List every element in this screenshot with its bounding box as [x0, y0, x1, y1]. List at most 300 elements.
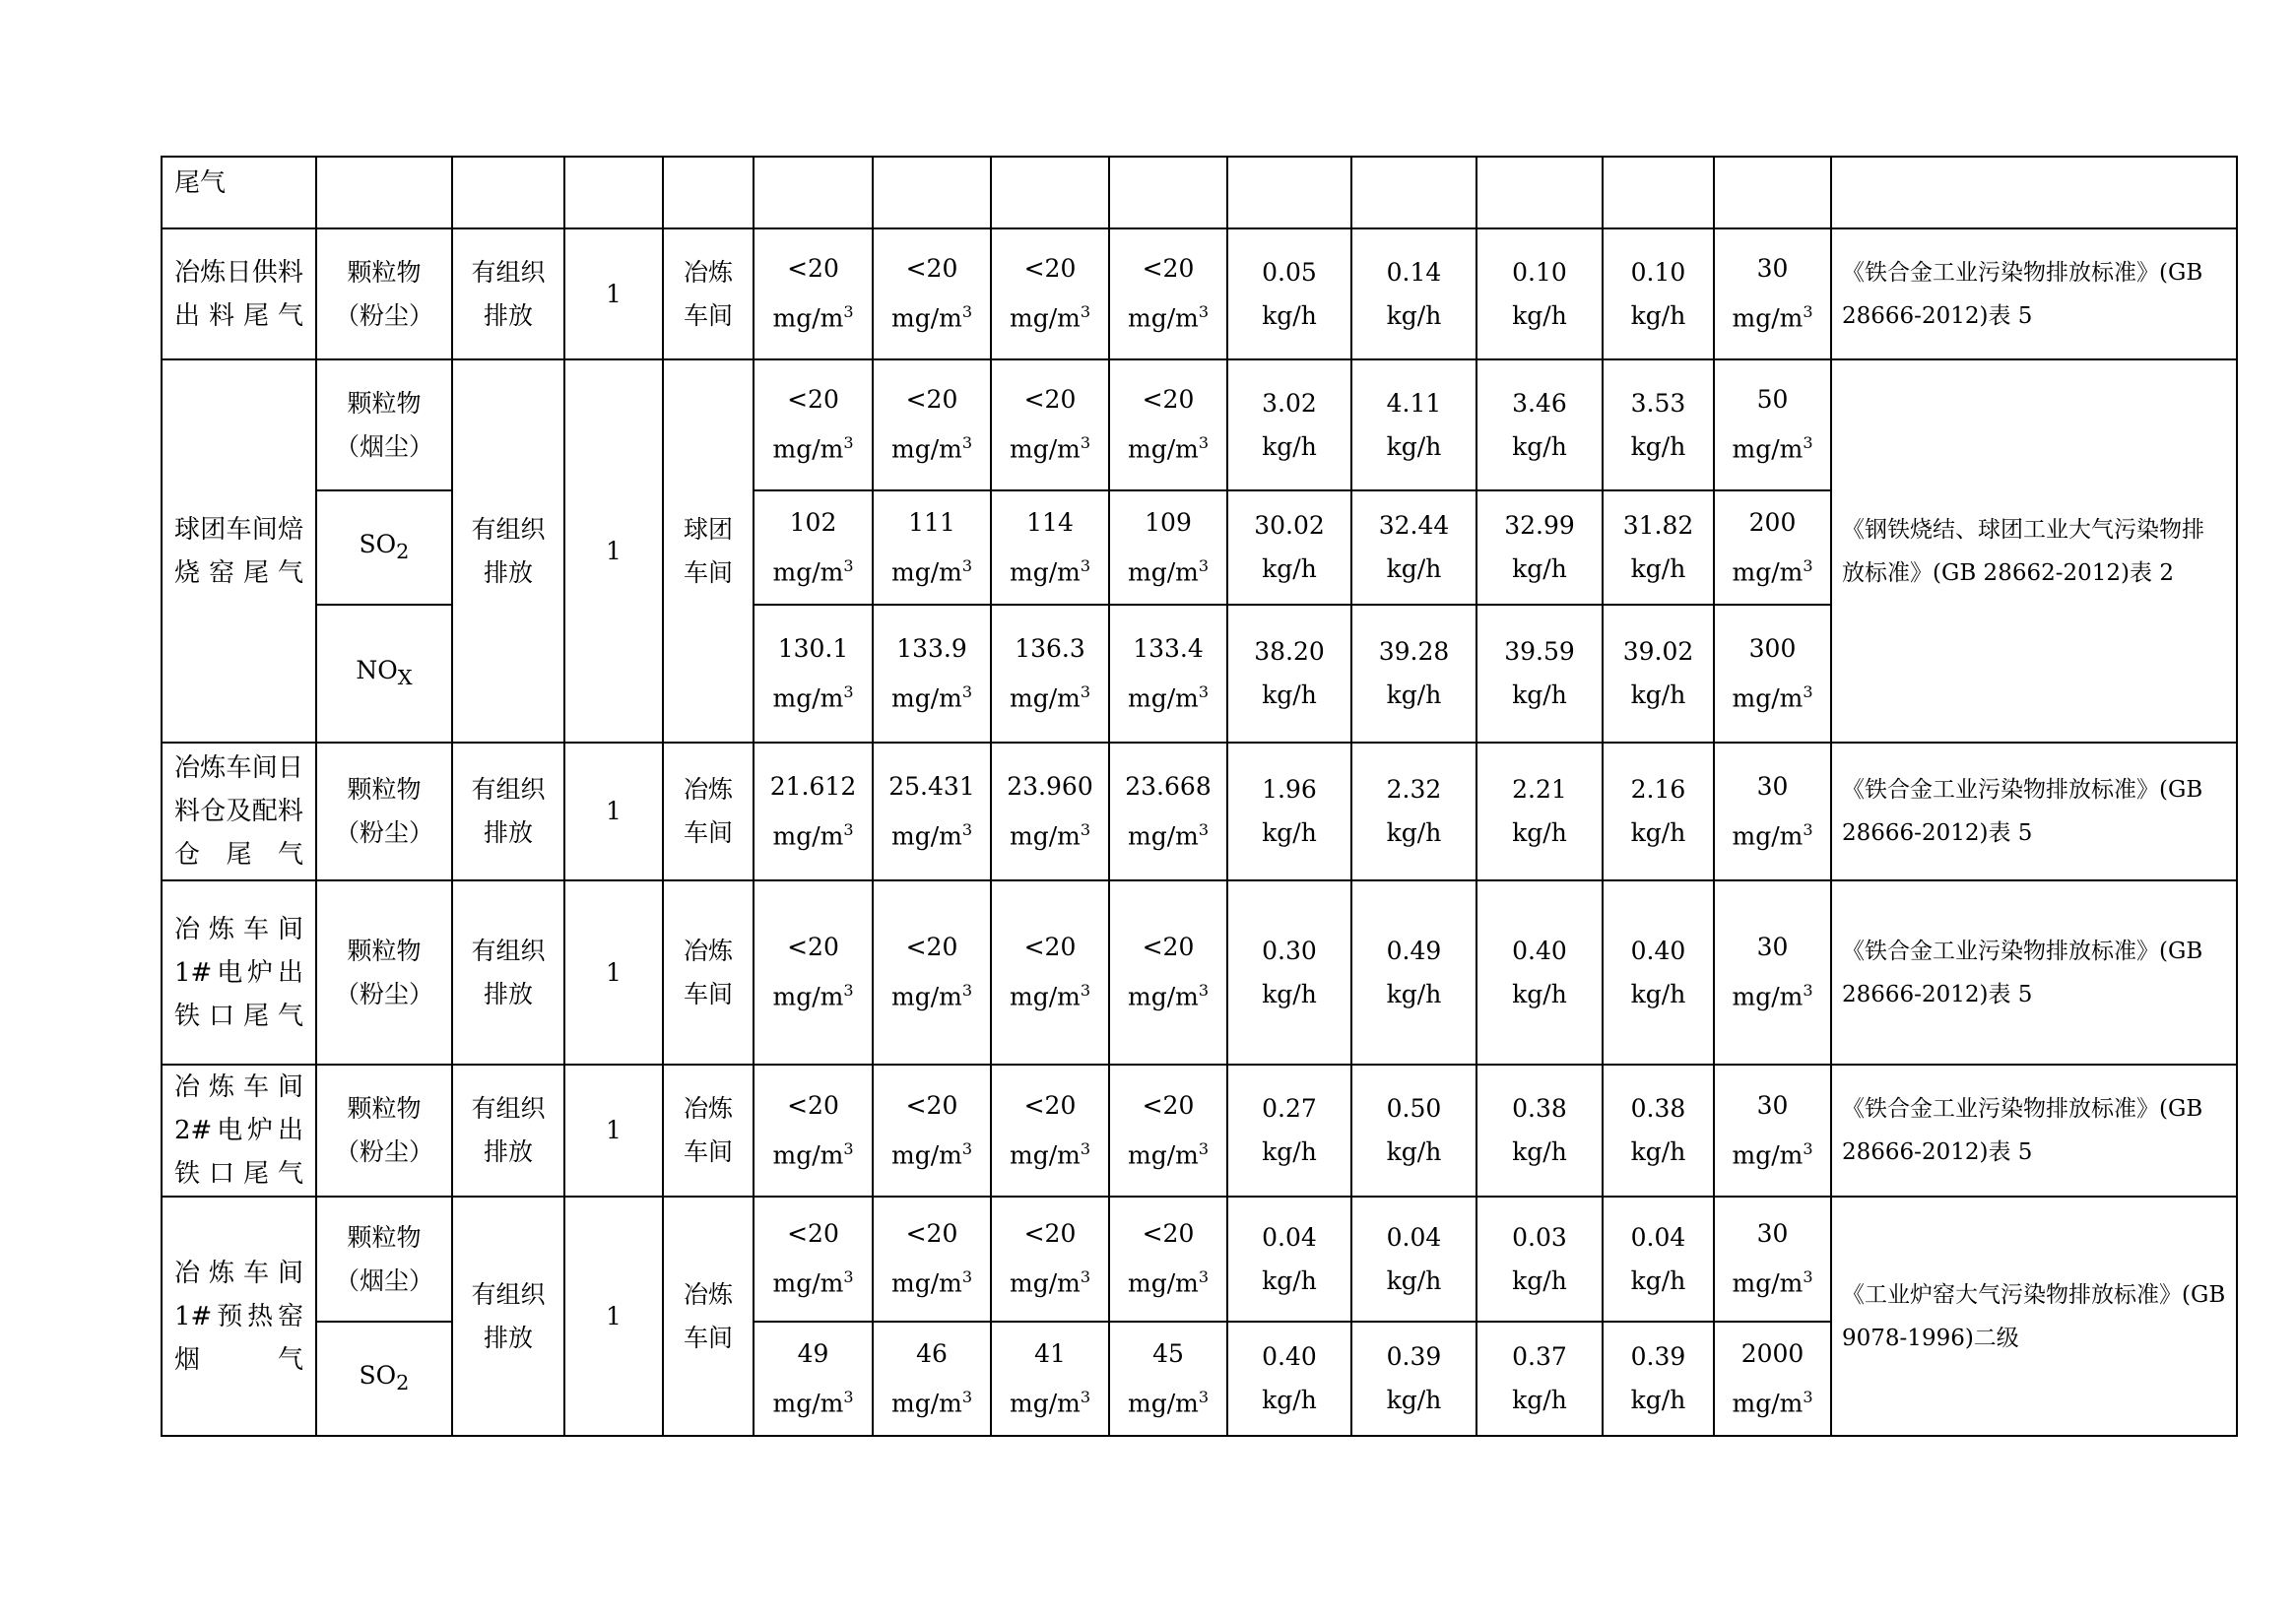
pollutant-cell [316, 880, 452, 1065]
empty-cell [1351, 157, 1476, 228]
concentration-cell [1109, 228, 1227, 359]
rate-cell-unit: kg/h [1512, 431, 1567, 461]
source-cell: 球团车间焙烧窑尾气 [162, 359, 316, 743]
concentration-cell-value: 41 [1034, 1338, 1066, 1368]
rate-cell [1227, 880, 1351, 1065]
rate-cell-unit: kg/h [1386, 554, 1442, 583]
concentration-cell [991, 880, 1109, 1065]
rate-cell-value: 0.38 [1512, 1094, 1567, 1123]
concentration-cell-unit: $mg/m^3$ [772, 302, 854, 333]
rate-cell [1476, 1065, 1603, 1197]
concentration-cell [873, 743, 991, 880]
concentration-cell-value: <20 [905, 254, 958, 284]
rate-cell-unit: kg/h [1262, 554, 1317, 583]
concentration-cell-unit: $mg/m^3$ [1127, 819, 1210, 851]
rate-cell [1227, 1065, 1351, 1197]
location-cell: 冶炼车间 [663, 1197, 754, 1436]
concentration-cell-unit: $mg/m^3$ [890, 681, 973, 713]
rate-cell-value: 2.32 [1386, 775, 1442, 804]
count-cell: 1 [564, 228, 663, 359]
emission-mode-cell [452, 228, 564, 359]
concentration-cell-unit: $mg/m^3$ [890, 1387, 973, 1418]
rate-cell [1603, 228, 1714, 359]
concentration-cell-value: 23.960 [1007, 771, 1093, 801]
concentration-cell [754, 1197, 873, 1322]
concentration-cell-unit: $mg/m^3$ [1127, 981, 1210, 1011]
table-row [162, 743, 2237, 880]
rate-cell-value: 0.39 [1386, 1342, 1442, 1371]
pollutant-cell-text: $NO_X$ [356, 655, 413, 689]
emission-mode-cell [452, 1065, 564, 1197]
concentration-cell-unit: $mg/m^3$ [772, 681, 854, 713]
rate-cell-value: 0.04 [1630, 1222, 1686, 1252]
rate-cell-unit: kg/h [1386, 431, 1442, 461]
concentration-cell-value: <20 [905, 1090, 958, 1120]
rate-cell-unit: kg/h [1386, 1265, 1442, 1295]
concentration-cell-value: 21.612 [769, 771, 857, 801]
concentration-cell-unit: $mg/m^3$ [890, 981, 973, 1011]
concentration-cell [1109, 880, 1227, 1065]
rate-cell-unit: kg/h [1512, 818, 1567, 847]
table-row [162, 359, 2237, 490]
rate-cell-unit: kg/h [1630, 1386, 1686, 1414]
concentration-cell-value: 111 [908, 507, 955, 537]
count-cell: 1 [564, 1065, 663, 1197]
rate-cell [1351, 743, 1476, 880]
limit-cell [1714, 1197, 1831, 1322]
concentration-cell-value: 136.3 [1015, 633, 1085, 663]
rate-cell [1227, 1322, 1351, 1436]
limit-cell-value: 30 [1756, 933, 1789, 962]
empty-cell [754, 157, 873, 228]
concentration-cell-unit: $mg/m^3$ [890, 555, 973, 587]
concentration-cell-value: <20 [1023, 1219, 1077, 1249]
concentration-cell [754, 1065, 873, 1197]
rate-cell-unit: kg/h [1512, 1137, 1567, 1166]
count-cell: 1 [564, 743, 663, 880]
rate-cell-unit: kg/h [1512, 554, 1567, 583]
concentration-cell-value: <20 [1023, 933, 1077, 962]
concentration-cell-unit: $mg/m^3$ [890, 433, 973, 464]
rate-cell [1227, 743, 1351, 880]
rate-cell [1476, 359, 1603, 490]
empty-cell [1714, 157, 1831, 228]
empty-cell [1476, 157, 1603, 228]
limit-cell [1714, 880, 1831, 1065]
concentration-cell [873, 1197, 991, 1322]
emission-table-body [162, 157, 2237, 1436]
rate-cell-unit: kg/h [1262, 979, 1317, 1008]
limit-cell [1714, 1065, 1831, 1197]
source-cell: 冶炼车间日料仓及配料仓尾气 [162, 743, 316, 880]
rate-cell [1476, 1322, 1603, 1436]
concentration-cell [873, 228, 991, 359]
concentration-cell [754, 880, 873, 1065]
concentration-cell-unit: $mg/m^3$ [890, 1138, 973, 1170]
concentration-cell-unit: $mg/m^3$ [1009, 433, 1091, 464]
concentration-cell [991, 1065, 1109, 1197]
rate-cell [1603, 1065, 1714, 1197]
rate-cell-value: 2.16 [1630, 775, 1686, 804]
rate-cell-value: 0.40 [1512, 936, 1567, 965]
empty-cell [663, 157, 754, 228]
empty-cell [1831, 157, 2237, 228]
rate-cell-unit: kg/h [1512, 681, 1567, 709]
concentration-cell-value: 49 [797, 1338, 829, 1368]
rate-cell-value: 0.49 [1386, 936, 1442, 965]
rate-cell [1227, 359, 1351, 490]
limit-cell-unit: $mg/m^3$ [1732, 302, 1813, 333]
limit-cell-unit: $mg/m^3$ [1732, 1387, 1813, 1418]
concentration-cell-unit: $mg/m^3$ [1127, 302, 1210, 333]
limit-cell-value: 30 [1756, 1090, 1789, 1120]
table-row [162, 880, 2237, 1065]
rate-cell-value: 0.30 [1262, 936, 1317, 965]
concentration-cell-unit: $mg/m^3$ [1127, 433, 1210, 464]
concentration-cell [1109, 743, 1227, 880]
rate-cell [1603, 1322, 1714, 1436]
source-cell: 冶炼车间1#电炉出铁口尾气 [162, 880, 316, 1065]
concentration-cell [991, 1322, 1109, 1436]
emission-mode-cell [452, 743, 564, 880]
rate-cell [1351, 359, 1476, 490]
concentration-cell-unit: $mg/m^3$ [1127, 1387, 1210, 1418]
rate-cell-unit: kg/h [1262, 818, 1317, 847]
location-cell: 冶炼车间 [663, 880, 754, 1065]
concentration-cell-value: <20 [905, 1219, 958, 1249]
concentration-cell-value: <20 [787, 933, 839, 962]
standard-cell: 《钢铁烧结、球团工业大气污染物排放标准》(GB 28662-2012)表 2 [1831, 359, 2237, 743]
table-row [162, 228, 2237, 359]
pollutant-cell [316, 605, 452, 743]
concentration-cell-unit: $mg/m^3$ [1127, 681, 1210, 713]
rate-cell-unit: kg/h [1630, 818, 1686, 847]
concentration-cell [873, 1322, 991, 1436]
table-row [162, 1065, 2237, 1197]
pollutant-cell [316, 1065, 452, 1197]
empty-cell [564, 157, 663, 228]
rate-cell-value: 0.05 [1262, 257, 1317, 287]
concentration-cell [873, 880, 991, 1065]
concentration-cell-value: 130.1 [777, 633, 849, 663]
rate-cell [1351, 1197, 1476, 1322]
rate-cell [1351, 880, 1476, 1065]
count-cell: 1 [564, 359, 663, 743]
rate-cell-value: 0.27 [1262, 1094, 1317, 1123]
rate-cell [1603, 605, 1714, 743]
concentration-cell-value: 25.431 [888, 771, 975, 801]
concentration-cell [1109, 1065, 1227, 1197]
rate-cell-value: 0.39 [1630, 1342, 1686, 1371]
concentration-cell-value: <20 [1023, 254, 1077, 284]
emission-mode-cell [452, 359, 564, 743]
rate-cell-unit: kg/h [1512, 1386, 1567, 1414]
rate-cell-value: 32.99 [1504, 511, 1575, 540]
concentration-cell [991, 605, 1109, 743]
rate-cell [1351, 1322, 1476, 1436]
rate-cell-value: 3.46 [1512, 388, 1567, 418]
rate-cell-value: 2.21 [1512, 775, 1567, 804]
concentration-cell-value: <20 [1142, 385, 1195, 415]
table-row [162, 157, 2237, 228]
rate-cell [1603, 743, 1714, 880]
concentration-cell [1109, 1322, 1227, 1436]
concentration-cell-unit: $mg/m^3$ [772, 555, 854, 587]
rate-cell [1476, 1197, 1603, 1322]
rate-cell-value: 3.02 [1262, 388, 1317, 418]
rate-cell-unit: kg/h [1630, 431, 1686, 461]
empty-cell [452, 157, 564, 228]
concentration-cell-value: <20 [787, 1090, 839, 1120]
rate-cell-value: 0.10 [1512, 257, 1567, 287]
concentration-cell-value: <20 [1023, 385, 1077, 415]
concentration-cell [873, 490, 991, 605]
limit-cell [1714, 1322, 1831, 1436]
concentration-cell-value: 133.9 [896, 633, 967, 663]
rate-cell [1227, 228, 1351, 359]
empty-cell [1109, 157, 1227, 228]
rate-cell-unit: kg/h [1630, 681, 1686, 709]
concentration-cell-value: <20 [787, 254, 839, 284]
rate-cell-value: 0.38 [1630, 1094, 1686, 1123]
limit-cell-unit: $mg/m^3$ [1732, 681, 1813, 713]
emission-mode-text: 有组织排放 [471, 1279, 546, 1352]
source-cell: 冶炼车间1#预热窑烟气 [162, 1197, 316, 1436]
rate-cell [1227, 1197, 1351, 1322]
concentration-cell-unit: $mg/m^3$ [772, 1138, 854, 1170]
concentration-cell-value: <20 [1142, 1219, 1195, 1249]
rate-cell [1603, 880, 1714, 1065]
rate-cell [1351, 605, 1476, 743]
rate-cell [1351, 228, 1476, 359]
standard-cell: 《铁合金工业污染物排放标准》(GB 28666-2012)表 5 [1831, 228, 2237, 359]
count-cell: 1 [564, 1197, 663, 1436]
concentration-cell-unit: $mg/m^3$ [772, 433, 854, 464]
rate-cell-value: 30.02 [1254, 511, 1325, 540]
concentration-cell-unit: $mg/m^3$ [1009, 681, 1091, 713]
concentration-cell-unit: $mg/m^3$ [1009, 819, 1091, 851]
concentration-cell-unit: $mg/m^3$ [890, 302, 973, 333]
limit-cell-unit: $mg/m^3$ [1732, 1267, 1813, 1298]
rate-cell-unit: kg/h [1386, 818, 1442, 847]
rate-cell-value: 0.04 [1386, 1222, 1442, 1252]
concentration-cell-value: <20 [1023, 1090, 1077, 1120]
count-cell: 1 [564, 880, 663, 1065]
pollutant-cell-text: $SO_2$ [359, 529, 410, 563]
concentration-cell-unit: $mg/m^3$ [1009, 555, 1091, 587]
concentration-cell-value: 114 [1026, 507, 1074, 537]
rate-cell-unit: kg/h [1386, 300, 1442, 330]
concentration-cell-value: <20 [1142, 933, 1195, 962]
concentration-cell-value: 102 [789, 507, 837, 537]
rate-cell [1476, 605, 1603, 743]
rate-cell-value: 31.82 [1622, 511, 1694, 540]
empty-cell [873, 157, 991, 228]
rate-cell [1351, 490, 1476, 605]
concentration-cell [873, 359, 991, 490]
concentration-cell [991, 359, 1109, 490]
empty-cell [991, 157, 1109, 228]
location-cell: 冶炼车间 [663, 1065, 754, 1197]
concentration-cell [754, 605, 873, 743]
pollutant-cell [316, 359, 452, 490]
concentration-cell-value: 46 [916, 1338, 948, 1368]
limit-cell-value: 200 [1748, 507, 1797, 537]
rate-cell-value: 0.50 [1386, 1094, 1442, 1123]
limit-cell-value: 30 [1756, 771, 1789, 801]
standard-cell: 《铁合金工业污染物排放标准》(GB 28666-2012)表 5 [1831, 1065, 2237, 1197]
rate-cell [1476, 490, 1603, 605]
rate-cell-unit: kg/h [1386, 1137, 1442, 1166]
concentration-cell [754, 490, 873, 605]
rate-cell-unit: kg/h [1262, 1137, 1317, 1166]
concentration-cell [991, 1197, 1109, 1322]
concentration-cell-unit: $mg/m^3$ [1009, 302, 1091, 333]
limit-cell-value: 30 [1756, 1219, 1789, 1249]
rate-cell [1603, 490, 1714, 605]
pollutant-cell [316, 1322, 452, 1436]
rate-cell-unit: kg/h [1262, 1265, 1317, 1295]
limit-cell [1714, 228, 1831, 359]
concentration-cell-unit: $mg/m^3$ [1127, 1267, 1210, 1298]
concentration-cell [991, 490, 1109, 605]
concentration-cell [991, 743, 1109, 880]
rate-cell-unit: kg/h [1630, 554, 1686, 583]
rate-cell [1603, 359, 1714, 490]
concentration-cell [873, 605, 991, 743]
limit-cell [1714, 743, 1831, 880]
rate-cell-unit: kg/h [1630, 300, 1686, 330]
rate-cell-value: 0.10 [1630, 257, 1686, 287]
concentration-cell [754, 228, 873, 359]
rate-cell-unit: kg/h [1386, 681, 1442, 709]
concentration-cell [991, 228, 1109, 359]
rate-cell-unit: kg/h [1262, 1386, 1317, 1414]
pollutant-cell [316, 228, 452, 359]
source-cell: 尾气 [162, 157, 316, 228]
source-cell: 冶炼日供料出料尾气 [162, 228, 316, 359]
rate-cell [1603, 1197, 1714, 1322]
concentration-cell-value: 109 [1145, 507, 1192, 537]
rate-cell-unit: kg/h [1262, 431, 1317, 461]
limit-cell-value: 300 [1748, 633, 1797, 663]
location-cell: 冶炼车间 [663, 228, 754, 359]
concentration-cell-value: <20 [1142, 254, 1195, 284]
rate-cell-value: 32.44 [1378, 511, 1450, 540]
pollutant-cell-text: 颗粒物 （粉尘） [334, 257, 433, 330]
concentration-cell-value: <20 [787, 385, 839, 415]
rate-cell-unit: kg/h [1512, 1265, 1567, 1295]
limit-cell-unit: $mg/m^3$ [1732, 1138, 1813, 1170]
concentration-cell [1109, 1197, 1227, 1322]
limit-cell-unit: $mg/m^3$ [1732, 981, 1813, 1011]
concentration-cell-value: <20 [905, 933, 958, 962]
concentration-cell-unit: $mg/m^3$ [1009, 1138, 1091, 1170]
rate-cell-value: 4.11 [1386, 388, 1442, 418]
emission-mode-text: 有组织排放 [471, 257, 546, 330]
rate-cell-value: 1.96 [1262, 775, 1317, 804]
rate-cell-unit: kg/h [1386, 979, 1442, 1008]
pollutant-cell-text: 颗粒物 （粉尘） [334, 936, 433, 1008]
limit-cell [1714, 605, 1831, 743]
concentration-cell-value: <20 [905, 385, 958, 415]
limit-cell-unit: $mg/m^3$ [1732, 555, 1813, 587]
limit-cell-value: 2000 [1740, 1338, 1804, 1368]
table-row [162, 1197, 2237, 1322]
standard-cell: 《工业炉窑大气污染物排放标准》(GB 9078-1996)二级 [1831, 1197, 2237, 1436]
rate-cell-value: 0.04 [1262, 1222, 1317, 1252]
concentration-cell-unit: $mg/m^3$ [1009, 981, 1091, 1011]
rate-cell [1227, 490, 1351, 605]
rate-cell-unit: kg/h [1630, 1137, 1686, 1166]
concentration-cell-unit: $mg/m^3$ [1127, 1138, 1210, 1170]
emission-mode-text: 有组织排放 [471, 936, 546, 1008]
rate-cell-value: 39.59 [1504, 637, 1575, 666]
rate-cell-value: 38.20 [1254, 637, 1325, 666]
concentration-cell [1109, 605, 1227, 743]
rate-cell-unit: kg/h [1512, 300, 1567, 330]
concentration-cell-unit: $mg/m^3$ [772, 819, 854, 851]
pollutant-cell [316, 1197, 452, 1322]
concentration-cell [1109, 490, 1227, 605]
concentration-cell-unit: $mg/m^3$ [890, 1267, 973, 1298]
pollutant-cell-text: 颗粒物 （烟尘） [334, 388, 433, 461]
concentration-cell [873, 1065, 991, 1197]
concentration-cell-unit: $mg/m^3$ [772, 1267, 854, 1298]
emission-table [161, 156, 2238, 1437]
concentration-cell [754, 743, 873, 880]
limit-cell-value: 50 [1756, 385, 1789, 415]
empty-cell [1603, 157, 1714, 228]
emission-mode-text: 有组织排放 [471, 514, 546, 587]
concentration-cell-value: 45 [1152, 1338, 1184, 1368]
pollutant-cell-text: 颗粒物 （粉尘） [334, 775, 433, 847]
rate-cell-value: 0.14 [1386, 257, 1442, 287]
pollutant-cell-text: 颗粒物 （粉尘） [334, 1094, 433, 1166]
rate-cell-value: 39.28 [1378, 637, 1450, 666]
rate-cell-value: 39.02 [1622, 637, 1694, 666]
rate-cell-value: 0.03 [1512, 1222, 1567, 1252]
pollutant-cell-text: 颗粒物 （烟尘） [334, 1222, 433, 1295]
concentration-cell-unit: $mg/m^3$ [772, 1387, 854, 1418]
rate-cell-value: 0.37 [1512, 1342, 1567, 1371]
limit-cell-unit: $mg/m^3$ [1732, 819, 1813, 851]
location-cell: 冶炼车间 [663, 743, 754, 880]
rate-cell [1227, 605, 1351, 743]
rate-cell-unit: kg/h [1262, 300, 1317, 330]
concentration-cell-unit: $mg/m^3$ [1127, 555, 1210, 587]
limit-cell-unit: $mg/m^3$ [1732, 433, 1813, 464]
pollutant-cell [316, 743, 452, 880]
limit-cell [1714, 359, 1831, 490]
concentration-cell-value: 133.4 [1133, 633, 1204, 663]
limit-cell [1714, 490, 1831, 605]
empty-cell [316, 157, 452, 228]
pollutant-cell [316, 490, 452, 605]
concentration-cell-unit: $mg/m^3$ [1009, 1267, 1091, 1298]
emission-mode-text: 有组织排放 [471, 1094, 546, 1166]
rate-cell [1476, 743, 1603, 880]
concentration-cell [1109, 359, 1227, 490]
concentration-cell-unit: $mg/m^3$ [1009, 1387, 1091, 1418]
rate-cell-unit: kg/h [1630, 1265, 1686, 1295]
rate-cell-unit: kg/h [1512, 979, 1567, 1008]
standard-cell: 《铁合金工业污染物排放标准》(GB 28666-2012)表 5 [1831, 743, 2237, 880]
empty-cell [1227, 157, 1351, 228]
rate-cell [1476, 880, 1603, 1065]
rate-cell-unit: kg/h [1386, 1386, 1442, 1414]
rate-cell-value: 0.40 [1630, 936, 1686, 965]
